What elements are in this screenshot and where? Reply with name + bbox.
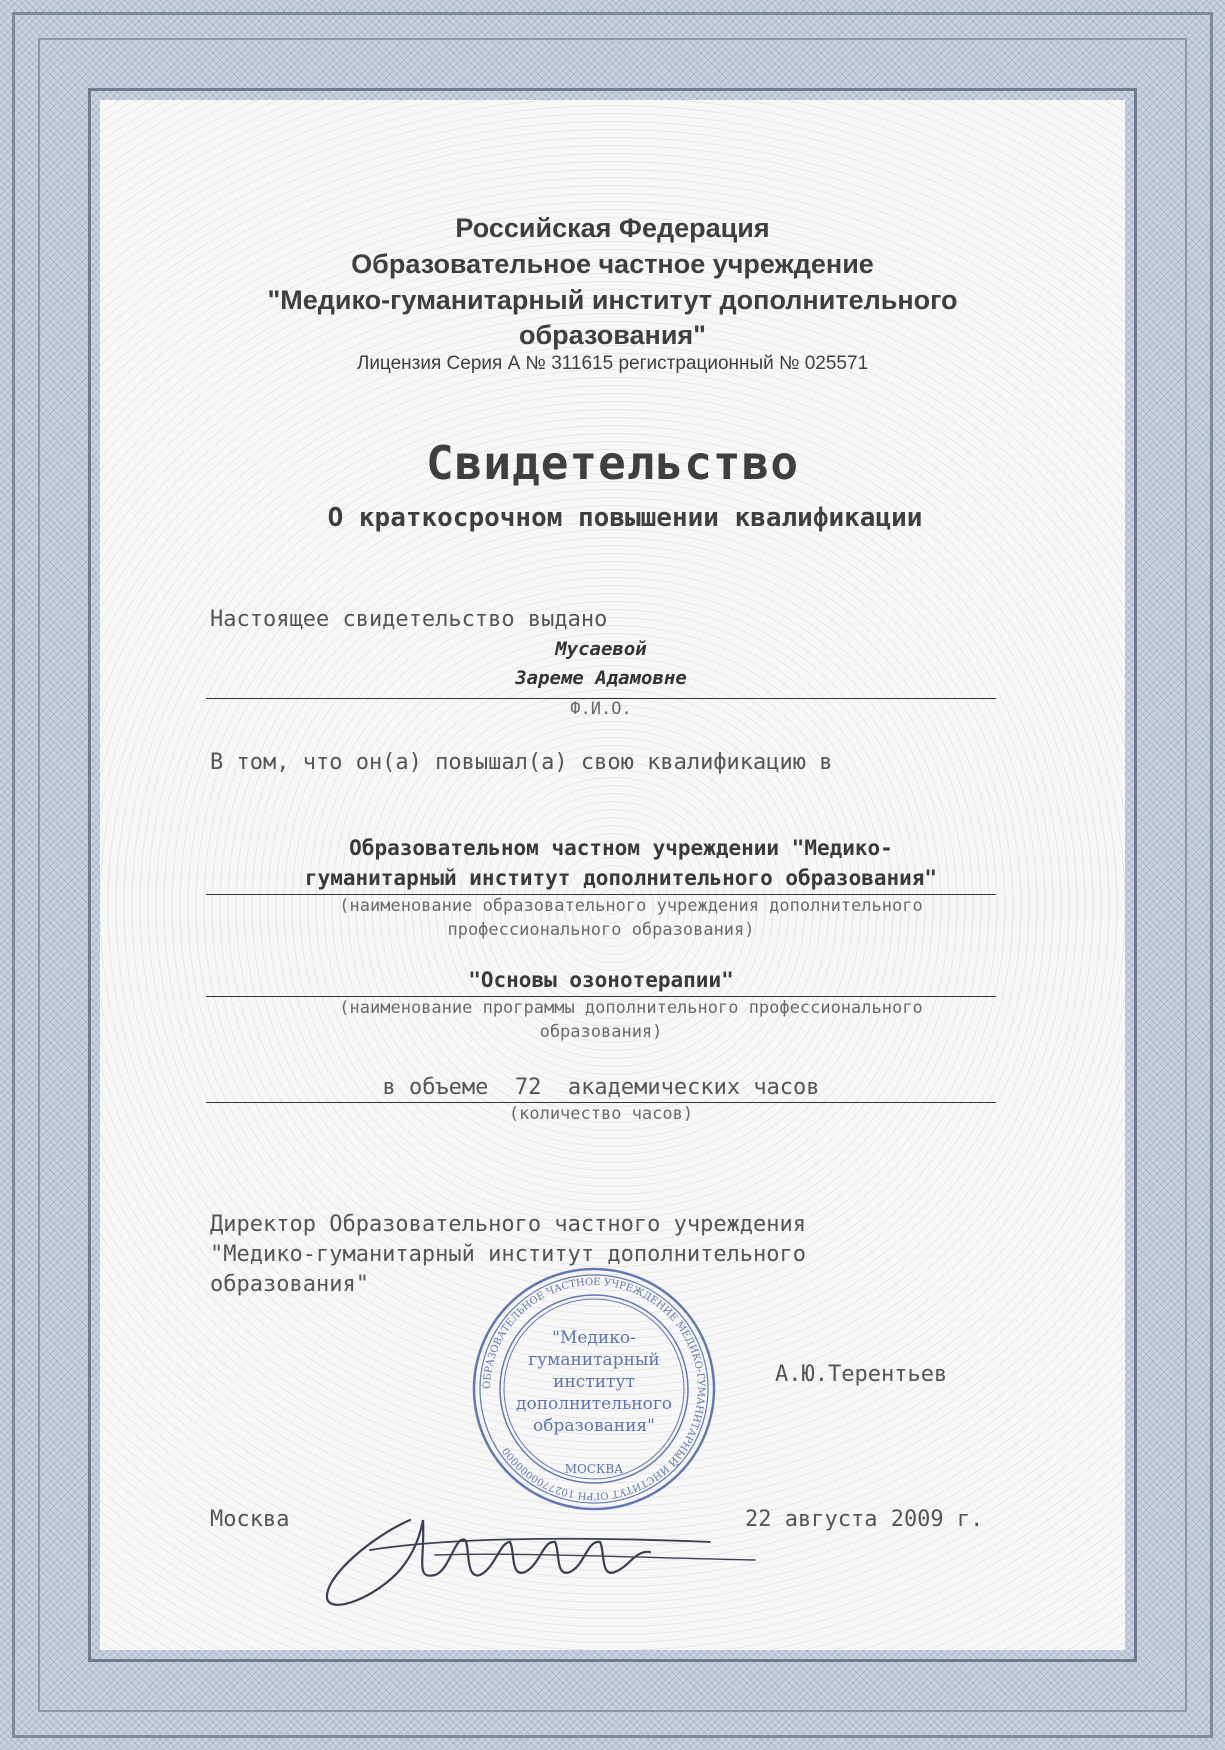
program-caption-line2: образования) (539, 1022, 663, 1042)
issue-date: 22 августа 2009 г. (745, 1507, 984, 1532)
header-country: Российская Федерация (455, 213, 770, 243)
hours-underline (206, 1102, 996, 1103)
institution-line2: гуманитарный институт дополнительного образования" (304, 866, 938, 890)
license-number: Лицензия Серия А № 311615 регистрационный № 025571 (356, 353, 869, 374)
seal-ring-text: ОБРАЗОВАТЕЛЬНОЕ ЧАСТНОЕ УЧРЕЖДЕНИЕ МЕДИКО-ГУМАНИТАРНЫЙ ИНСТИТУТ ОГРН 1027700000000 (481, 1276, 707, 1502)
seal-line3: институт (553, 1372, 635, 1392)
header-institution-type: Образовательное частное учреждение (351, 249, 874, 279)
institution-caption-line1: (наименование образовательного учреждения дополнительного (339, 896, 923, 916)
program-caption-line1: (наименование программы дополнительного профессионального (339, 998, 923, 1018)
issue-city: Москва (210, 1507, 290, 1532)
director-title-line3: образования" (210, 1272, 369, 1297)
issued-to-label: Настоящее свидетельство выдано (210, 607, 608, 632)
director-title-line1: Директор Образовательного частного учреждения (210, 1212, 807, 1237)
official-seal (470, 1265, 718, 1513)
seal-city: МОСКВА (564, 1462, 624, 1476)
hours-text: в объеме 72 академических часов (382, 1075, 820, 1100)
director-signature (315, 1480, 775, 1620)
qualification-statement: В том, что он(а) повышал(а) свою квалификацию в (210, 750, 833, 775)
recipient-caption: Ф.И.О. (570, 699, 632, 719)
institution-caption-line2: профессионального образования) (447, 920, 755, 940)
director-title-line2: "Медико-гуманитарный институт дополнительного (210, 1242, 807, 1267)
seal-line5: образования" (533, 1416, 655, 1436)
certificate-title: Свидетельство (425, 436, 800, 490)
program-underline (206, 996, 996, 997)
seal-line1: "Медико- (552, 1328, 636, 1348)
seal-line2: гуманитарный (528, 1350, 660, 1370)
recipient-name: Зареме Адамовне (515, 667, 687, 689)
institution-underline (206, 894, 996, 895)
certificate-subtitle: О краткосрочном повышении квалификации (327, 503, 923, 533)
recipient-surname: Мусаевой (555, 638, 647, 660)
hours-caption: (количество часов) (508, 1104, 694, 1124)
header-institution-name-line2: образования" (519, 320, 706, 350)
institution-line1: Образовательном частном учреждении "Медико- (349, 836, 893, 860)
header-institution-name-line1: "Медико-гуманитарный институт дополнительного (267, 285, 958, 315)
seal-line4: дополнительного (516, 1394, 672, 1414)
director-name: А.Ю.Терентьев (775, 1362, 948, 1387)
program-name: "Основы озонотерапии" (468, 968, 734, 992)
